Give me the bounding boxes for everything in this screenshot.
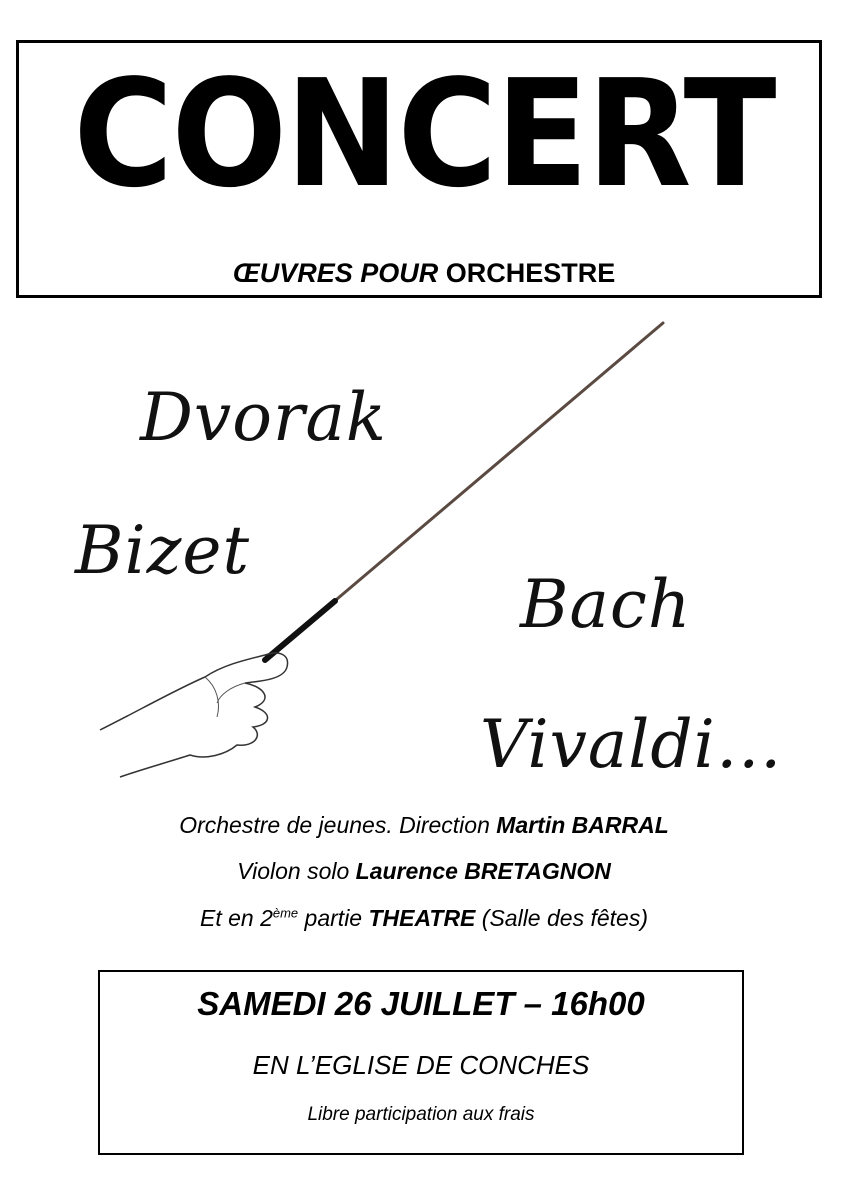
composer-dvorak: Dvorak bbox=[140, 379, 387, 456]
second-part-line bbox=[0, 905, 848, 932]
event-fees: Libre participation aux frais bbox=[307, 1104, 535, 1125]
composer-vivaldi: Vivaldi… bbox=[480, 706, 783, 783]
event-place: EN L’EGLISE DE CONCHES bbox=[252, 1050, 590, 1080]
second-part-prefix: Et en 2 bbox=[199, 905, 273, 931]
orchestra-label: Orchestre de jeunes. Direction bbox=[179, 812, 497, 838]
event-date: SAMEDI 26 JUILLET – 16h00 bbox=[197, 985, 645, 1022]
ordinal-suffix: ème bbox=[272, 905, 299, 921]
subtitle-rest: ORCHESTRE bbox=[445, 258, 616, 288]
venue-note: (Salle des fêtes) bbox=[475, 905, 648, 931]
conductor-name: Martin BARRAL bbox=[496, 812, 669, 838]
poster-title: CONCERT bbox=[73, 48, 775, 220]
subtitle-italic: ŒUVRES POUR bbox=[232, 258, 439, 288]
theatre-label: THEATRE bbox=[368, 905, 476, 931]
soloist-name: Laurence BRETAGNON bbox=[355, 858, 611, 884]
soloist-line bbox=[0, 858, 848, 885]
second-part-label: partie bbox=[298, 905, 369, 931]
composer-bizet: Bizet bbox=[75, 512, 250, 589]
poster-subtitle bbox=[0, 258, 848, 289]
orchestra-line bbox=[0, 812, 848, 839]
composer-bach: Bach bbox=[520, 566, 692, 643]
conductor-baton-icon bbox=[95, 315, 675, 795]
soloist-label: Violon solo bbox=[237, 858, 356, 884]
